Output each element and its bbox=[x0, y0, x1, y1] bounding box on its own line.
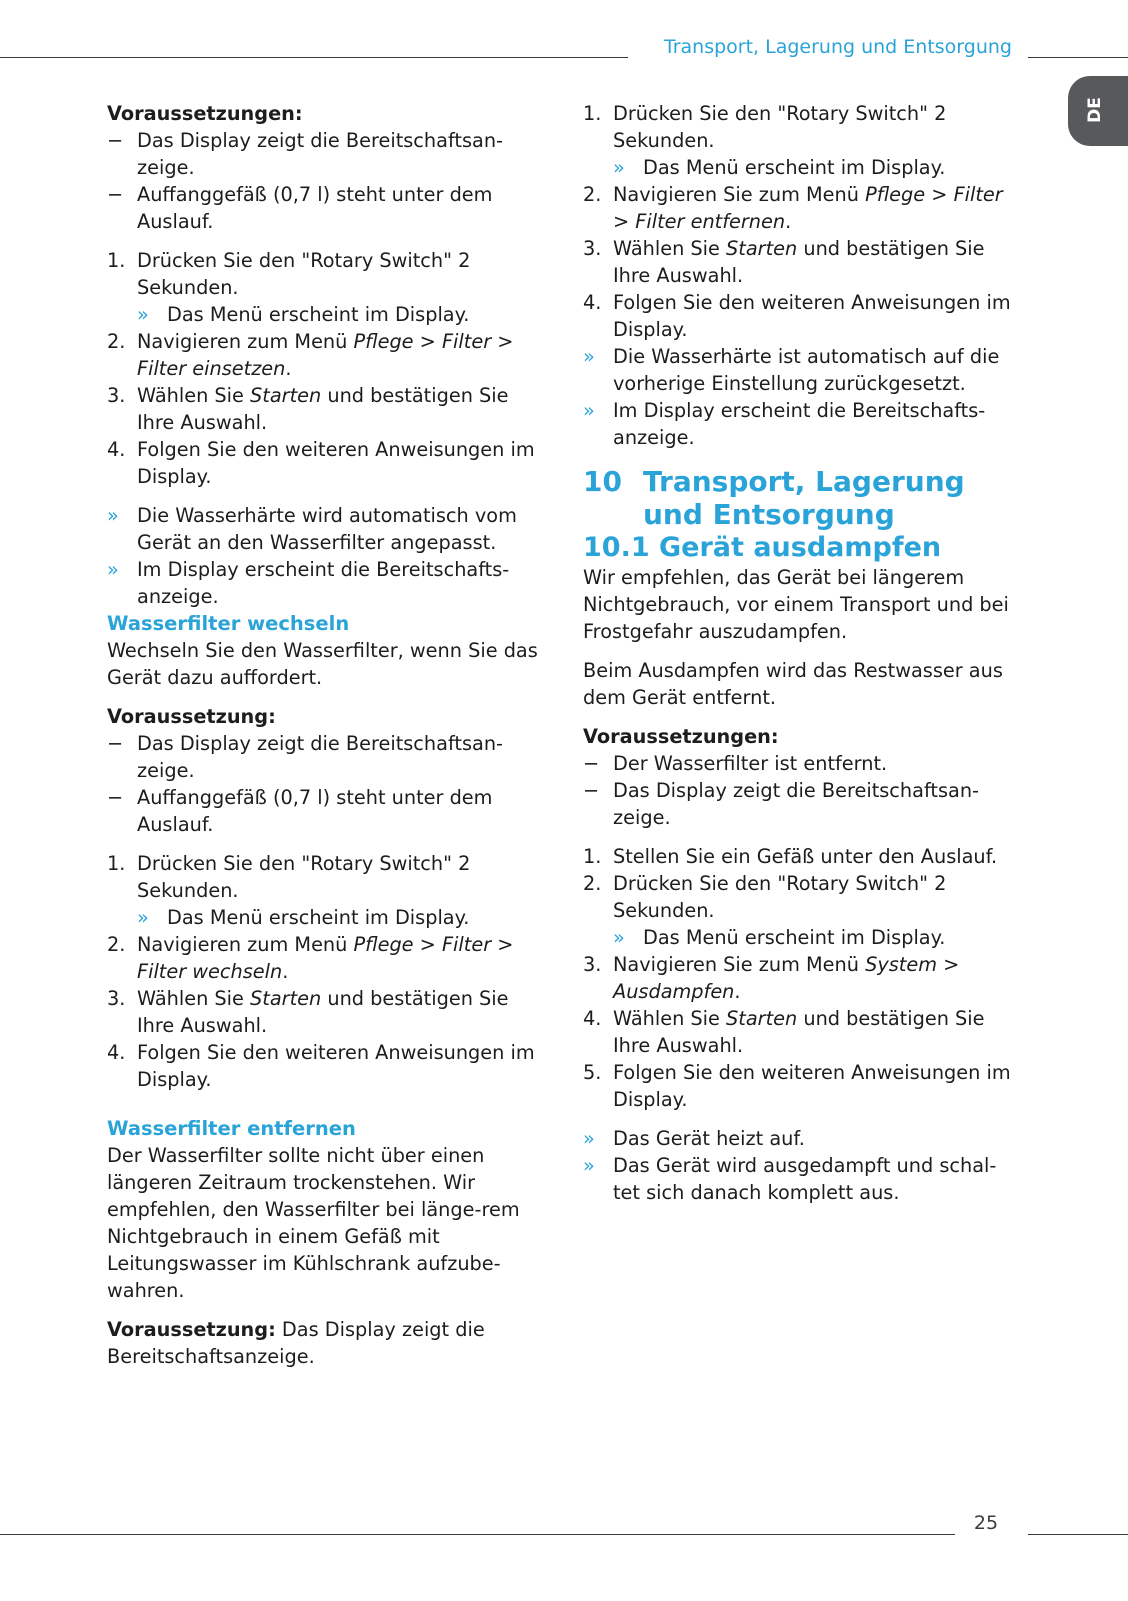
step-text: Navigieren zum Menü bbox=[137, 330, 354, 353]
result-item bbox=[107, 556, 539, 610]
menu-option: Starten bbox=[250, 384, 322, 407]
step-result-text: Das Menü erscheint im Display. bbox=[167, 906, 470, 929]
result-marker: » bbox=[583, 1127, 595, 1150]
step-item bbox=[583, 951, 1021, 1005]
menu-path-separator: > bbox=[491, 330, 514, 353]
menu-path-item: Pflege bbox=[353, 330, 414, 353]
menu-path-separator: > bbox=[413, 330, 442, 353]
step-result bbox=[107, 301, 539, 328]
step-number: 3. bbox=[583, 953, 602, 976]
list-item bbox=[107, 127, 539, 181]
prerequisite-text: Das Display zeigt die Bereitschaftsanzeige. bbox=[107, 1318, 485, 1368]
prerequisite-label: Voraussetzung: bbox=[107, 1318, 276, 1341]
step-number: 3. bbox=[107, 987, 126, 1010]
step-number: 2. bbox=[583, 183, 602, 206]
step-item bbox=[583, 235, 1021, 289]
language-tab bbox=[1068, 76, 1128, 146]
step-text: Wählen Sie bbox=[613, 1007, 727, 1030]
change-filter-heading: Wasserfilter wechseln bbox=[107, 612, 350, 635]
menu-path-separator: > bbox=[491, 933, 514, 956]
menu-option: Starten bbox=[726, 237, 798, 260]
step-result bbox=[107, 904, 539, 931]
result-marker: » bbox=[583, 1154, 595, 1177]
page-number: 25 bbox=[973, 1512, 999, 1534]
step-item bbox=[107, 436, 539, 490]
menu-path-item: Filter bbox=[953, 183, 1003, 206]
list-item-text: Auffanggefäß (0,7 l) steht unter dem Auslauf. bbox=[137, 786, 493, 836]
prerequisite-line bbox=[107, 1316, 539, 1370]
step-text: Folgen Sie den weiteren Anweisungen im Display. bbox=[613, 291, 1011, 341]
step-text: Stellen Sie ein Gefäß unter den Auslauf. bbox=[613, 845, 998, 868]
step-text: und bestätigen Sie Ihre Auswahl. bbox=[137, 384, 509, 434]
step-text: Wählen Sie bbox=[613, 237, 727, 260]
result-text: Die Wasserhärte ist automatisch auf die vorherige Einstellung zurückgesetzt. bbox=[613, 345, 1000, 395]
running-header-title: Transport, Lagerung und Entsorgung bbox=[663, 36, 1012, 58]
result-marker: » bbox=[137, 906, 149, 929]
dash-marker: − bbox=[107, 129, 124, 152]
result-marker: » bbox=[107, 558, 119, 581]
step-item bbox=[107, 931, 539, 985]
result-text: Die Wasserhärte wird automatisch vom Gerät an den Wasserfilter angepasst. bbox=[137, 504, 517, 554]
dash-marker: − bbox=[107, 786, 124, 809]
step-result-text: Das Menü erscheint im Display. bbox=[167, 303, 470, 326]
menu-path-item: Filter bbox=[441, 933, 492, 956]
paragraph: Wir empfehlen, das Gerät bei längerem Nichtgebrauch, vor einem Transport und bei Frostgefahr auszudampfen. bbox=[583, 566, 1009, 643]
result-text: Das Gerät heizt auf. bbox=[613, 1127, 805, 1150]
step-text: Wählen Sie bbox=[137, 987, 251, 1010]
list-item-text: Das Display zeigt die Bereitschaftsan-zeige. bbox=[613, 779, 979, 829]
step-number: 4. bbox=[107, 438, 126, 461]
menu-option: Starten bbox=[250, 987, 322, 1010]
step-text: und bestätigen Sie Ihre Auswahl. bbox=[137, 987, 509, 1037]
section-title: Transport, Lagerung und Entsorgung bbox=[643, 465, 965, 531]
remove-filter-heading: Wasserfilter entfernen bbox=[107, 1117, 356, 1140]
step-text: und bestätigen Sie Ihre Auswahl. bbox=[613, 237, 985, 287]
result-item bbox=[583, 1125, 1021, 1152]
list-item-text: Der Wasserfilter ist entfernt. bbox=[613, 752, 888, 775]
step-number: 1. bbox=[107, 852, 126, 875]
step-number: 3. bbox=[107, 384, 126, 407]
list-item bbox=[107, 181, 539, 235]
step-item bbox=[107, 328, 539, 382]
step-text: Navigieren Sie zum Menü bbox=[613, 183, 866, 206]
step-text: . bbox=[785, 210, 792, 233]
step-result bbox=[583, 924, 1021, 951]
list-item bbox=[583, 750, 1021, 777]
step-text: Folgen Sie den weiteren Anweisungen im Display. bbox=[613, 1061, 1011, 1111]
menu-path-separator: > bbox=[925, 183, 954, 206]
step-item bbox=[107, 1039, 539, 1093]
step-number: 2. bbox=[583, 872, 602, 895]
menu-path-item: Filter einsetzen bbox=[137, 357, 286, 380]
step-text: Wählen Sie bbox=[137, 384, 251, 407]
result-text: Im Display erscheint die Bereitschafts-anzeige. bbox=[137, 558, 510, 608]
right-column bbox=[583, 100, 1021, 1206]
result-marker: » bbox=[137, 303, 149, 326]
header-rule-right bbox=[1028, 57, 1128, 58]
menu-path-separator: > bbox=[937, 953, 960, 976]
menu-path-item: Filter wechseln bbox=[137, 960, 283, 983]
list-item-text: Das Display zeigt die Bereitschaftsan-zeige. bbox=[137, 129, 503, 179]
prerequisites-heading: Voraussetzungen: bbox=[583, 725, 779, 748]
step-item bbox=[583, 1005, 1021, 1059]
menu-path-item: System bbox=[865, 953, 937, 976]
step-item bbox=[107, 382, 539, 436]
step-text: Drücken Sie den "Rotary Switch" 2 Sekunden. bbox=[613, 872, 947, 922]
step-number: 1. bbox=[107, 249, 126, 272]
step-number: 2. bbox=[107, 330, 126, 353]
result-item bbox=[107, 502, 539, 556]
step-result bbox=[583, 154, 1021, 181]
menu-path-item: Pflege bbox=[353, 933, 414, 956]
dash-marker: − bbox=[107, 183, 124, 206]
footer-rule-left bbox=[0, 1534, 955, 1535]
list-item-text: Das Display zeigt die Bereitschaftsan-zeige. bbox=[137, 732, 503, 782]
step-number: 4. bbox=[583, 1007, 602, 1030]
step-number: 1. bbox=[583, 845, 602, 868]
list-item bbox=[107, 730, 539, 784]
step-number: 4. bbox=[583, 291, 602, 314]
step-text: Drücken Sie den "Rotary Switch" 2 Sekunden. bbox=[137, 852, 471, 902]
prerequisite-heading: Voraussetzung: bbox=[107, 705, 276, 728]
result-item bbox=[583, 397, 1021, 451]
step-item bbox=[583, 289, 1021, 343]
result-marker: » bbox=[613, 926, 625, 949]
result-text: Im Display erscheint die Bereitschafts-anzeige. bbox=[613, 399, 986, 449]
step-text: Navigieren Sie zum Menü bbox=[613, 953, 866, 976]
step-item bbox=[583, 181, 1021, 235]
step-text: Drücken Sie den "Rotary Switch" 2 Sekunden. bbox=[613, 102, 947, 152]
step-item bbox=[583, 870, 1021, 924]
result-marker: » bbox=[583, 345, 595, 368]
list-item bbox=[107, 784, 539, 838]
footer-rule-right bbox=[1028, 1534, 1128, 1535]
remove-filter-text: Der Wasserfilter sollte nicht über einen längeren Zeitraum trockenstehen. Wir empfehlen, den Wasserfilter bei länge-rem Nichtgebrauch in einem Gefäß mit Leitungswasser im Kühlschrank aufzube-wahren. bbox=[107, 1144, 520, 1302]
menu-path-separator: > bbox=[613, 210, 636, 233]
step-text: und bestätigen Sie Ihre Auswahl. bbox=[613, 1007, 985, 1057]
dash-marker: − bbox=[583, 752, 600, 775]
paragraph: Beim Ausdampfen wird das Restwasser aus dem Gerät entfernt. bbox=[583, 659, 1003, 709]
step-text: . bbox=[282, 960, 289, 983]
left-column bbox=[107, 100, 539, 1370]
step-number: 1. bbox=[583, 102, 602, 125]
step-number: 4. bbox=[107, 1041, 126, 1064]
menu-option: Starten bbox=[726, 1007, 798, 1030]
menu-path-separator: > bbox=[413, 933, 442, 956]
menu-path-item: Pflege bbox=[865, 183, 926, 206]
result-marker: » bbox=[583, 399, 595, 422]
step-text: . bbox=[285, 357, 292, 380]
prerequisites-heading: Voraussetzungen: bbox=[107, 102, 303, 125]
step-text: . bbox=[734, 980, 741, 1003]
step-item bbox=[583, 1059, 1021, 1113]
result-text: Das Gerät wird ausgedampft und schal-tet sich danach komplett aus. bbox=[613, 1154, 997, 1204]
step-item bbox=[107, 850, 539, 904]
language-tab-label: DE bbox=[1085, 97, 1105, 123]
step-item bbox=[583, 100, 1021, 154]
step-number: 5. bbox=[583, 1061, 602, 1084]
step-item bbox=[107, 985, 539, 1039]
step-number: 3. bbox=[583, 237, 602, 260]
step-result-text: Das Menü erscheint im Display. bbox=[643, 156, 946, 179]
dash-marker: − bbox=[583, 779, 600, 802]
result-item bbox=[583, 1152, 1021, 1206]
menu-path-item: Filter entfernen bbox=[635, 210, 786, 233]
change-filter-text: Wechseln Sie den Wasserfilter, wenn Sie das Gerät dazu auffordert. bbox=[107, 639, 538, 689]
result-marker: » bbox=[613, 156, 625, 179]
list-item bbox=[583, 777, 1021, 831]
step-item bbox=[583, 843, 1021, 870]
header-rule-left bbox=[0, 57, 628, 58]
step-item bbox=[107, 247, 539, 301]
step-text: Drücken Sie den "Rotary Switch" 2 Sekunden. bbox=[137, 249, 471, 299]
step-text: Navigieren zum Menü bbox=[137, 933, 354, 956]
subsection-heading: 10.1 Gerät ausdampfen bbox=[583, 532, 942, 563]
step-number: 2. bbox=[107, 933, 126, 956]
list-item-text: Auffanggefäß (0,7 l) steht unter dem Auslauf. bbox=[137, 183, 493, 233]
menu-path-item: Filter bbox=[441, 330, 492, 353]
result-marker: » bbox=[107, 504, 119, 527]
result-item bbox=[583, 343, 1021, 397]
step-text: Folgen Sie den weiteren Anweisungen im Display. bbox=[137, 438, 535, 488]
step-text: Folgen Sie den weiteren Anweisungen im Display. bbox=[137, 1041, 535, 1091]
section-number: 10 bbox=[583, 465, 622, 498]
section-heading bbox=[583, 465, 1021, 531]
dash-marker: − bbox=[107, 732, 124, 755]
step-result-text: Das Menü erscheint im Display. bbox=[643, 926, 946, 949]
menu-path-item: Ausdampfen bbox=[613, 980, 735, 1003]
